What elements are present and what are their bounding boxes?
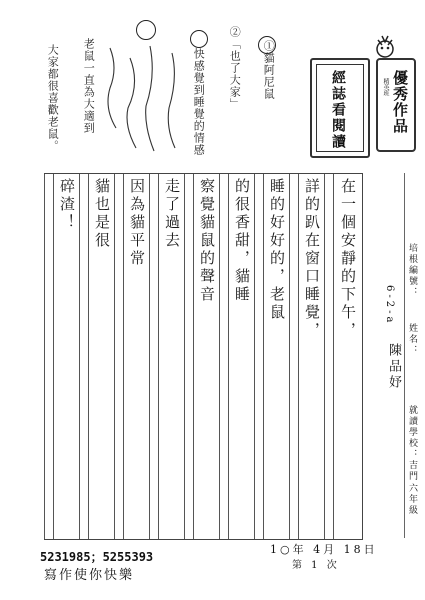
- grid-gap: [219, 174, 228, 539]
- submission-count: 第 1 次: [292, 560, 340, 571]
- grid-column: [88, 174, 114, 539]
- note-line: ①貓阿尼鼠: [262, 40, 276, 100]
- grid-gap: [184, 174, 193, 539]
- note-line: 快感覺到睡覺的情感: [192, 48, 206, 156]
- excellent-stamp-text: 優秀作品: [391, 70, 409, 134]
- circle-mark: [190, 30, 208, 48]
- grid-column-text: 碎渣！: [58, 178, 76, 232]
- grid-column: [298, 174, 324, 539]
- grid-gap: [254, 174, 263, 539]
- handwriting-scribble: [100, 38, 190, 168]
- student-info-panel: [364, 173, 419, 538]
- grid-column: [158, 174, 184, 539]
- review-stamp: [310, 58, 370, 158]
- grid-column-text: 在一個安靜的下午，: [339, 178, 357, 340]
- phone-numbers: 5231985；5255393: [40, 550, 154, 564]
- name-label: 姓名：: [407, 323, 417, 356]
- grid-column-text: 走了過去: [163, 178, 181, 250]
- note-line: 大家都很喜歡老鼠。: [46, 44, 60, 152]
- grid-gap: [149, 174, 158, 539]
- class-value: 6-2-a: [384, 285, 395, 326]
- grid-column: [263, 174, 289, 539]
- grid-gap: [324, 174, 333, 539]
- grade-label: 六年級: [407, 483, 417, 516]
- excellent-work-stamp: [376, 58, 416, 152]
- grid-column: [53, 174, 79, 539]
- review-stamp-text: 經誌看閱讀: [330, 70, 346, 150]
- grid-column-text: 詳的趴在窗口睡覺，: [303, 178, 321, 340]
- grid-gap: [114, 174, 123, 539]
- info-divider: [404, 173, 405, 538]
- grid-column: [193, 174, 219, 539]
- grid-column-text: 的很香甜，貓睡: [233, 178, 251, 304]
- grid-gap: [289, 174, 298, 539]
- class-label: 培根編號：: [407, 243, 417, 298]
- grid-column-text: 察覺貓鼠的聲音: [198, 178, 216, 304]
- note-line: 老鼠一直為大適到: [82, 38, 96, 134]
- date-field: 1○年 4月 18日: [270, 543, 378, 556]
- grid-column-text: 睡的好好的，老鼠: [268, 178, 286, 322]
- grid-column-text: 貓也是很: [93, 178, 111, 250]
- school-label: 就讀學校：吉門: [407, 405, 417, 482]
- writing-grid: [44, 173, 363, 540]
- slogan: 寫作使你快樂: [44, 568, 135, 583]
- student-name: 陳品妤: [386, 343, 401, 391]
- grid-column: [123, 174, 149, 539]
- grid-column: [333, 174, 362, 539]
- grid-gap: [44, 174, 53, 539]
- grid-column: [228, 174, 254, 539]
- circle-mark: [136, 20, 156, 40]
- grid-gap: [79, 174, 88, 539]
- grid-column-text: 因為貓平常: [128, 178, 146, 268]
- note-line: ②「也了大家」: [228, 26, 242, 110]
- teacher-notes: [40, 8, 340, 173]
- excellent-stamp-subtext: 精英班: [382, 78, 389, 96]
